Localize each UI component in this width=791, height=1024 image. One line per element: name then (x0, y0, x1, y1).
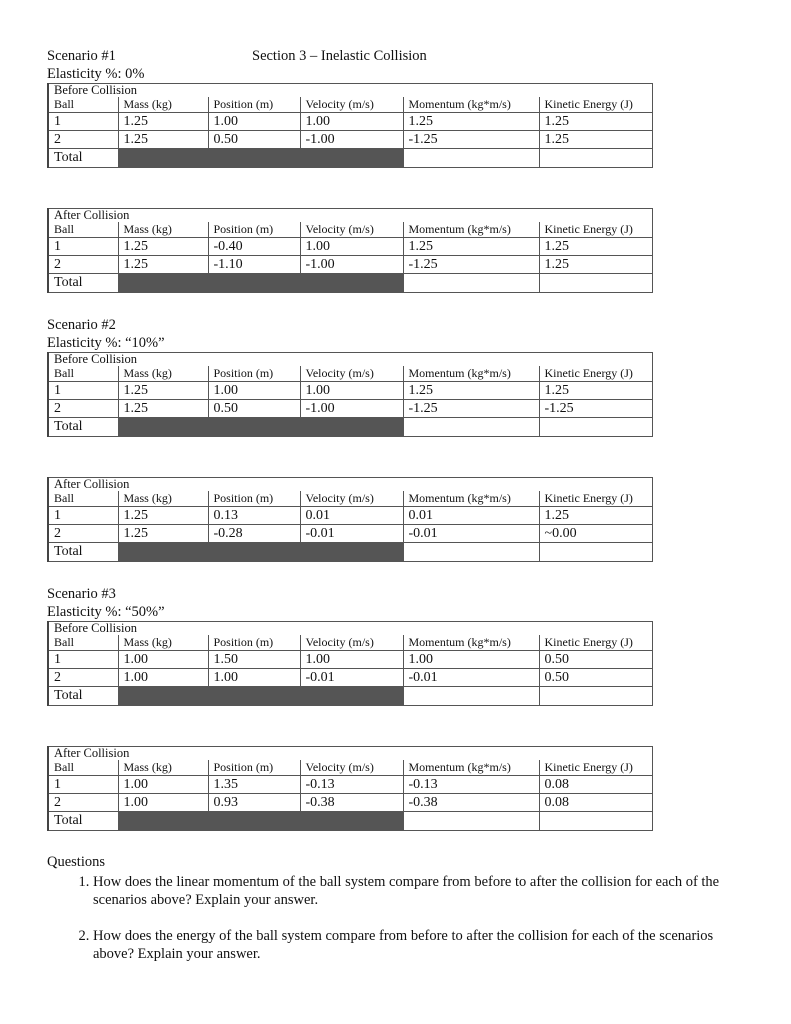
total-label: Total (48, 274, 118, 293)
collision-table (47, 352, 653, 437)
shaded-cell (208, 812, 300, 831)
table-row (48, 794, 652, 812)
table-cell: -0.38 (403, 794, 539, 812)
table-cell: -0.01 (403, 669, 539, 687)
table-header-row (48, 97, 652, 113)
column-header: Kinetic Energy (J) (539, 635, 652, 651)
scenario-1-title: Scenario #1 (47, 48, 116, 64)
table-cell: 2 (48, 400, 118, 418)
column-header: Ball (48, 222, 118, 238)
scenario-2-elasticity: Elasticity %: “10%” (47, 335, 165, 351)
table-cell: 1.00 (403, 651, 539, 669)
table-cell: 0.50 (539, 651, 652, 669)
table-caption-row (48, 209, 652, 223)
column-header: Mass (kg) (118, 491, 208, 507)
table-row (48, 651, 652, 669)
table-cell: 0.50 (208, 131, 300, 149)
collision-table (47, 83, 653, 168)
shaded-cell (118, 149, 208, 168)
table-header-row (48, 491, 652, 507)
column-header: Momentum (kg*m/s) (403, 222, 539, 238)
column-header: Momentum (kg*m/s) (403, 760, 539, 776)
table-caption: After Collision (48, 478, 652, 492)
table-row (48, 669, 652, 687)
table-cell: 1.00 (300, 382, 403, 400)
total-cell (403, 149, 539, 168)
shaded-cell (208, 687, 300, 706)
shaded-cell (300, 812, 403, 831)
shaded-cell (208, 543, 300, 562)
scenario-3-title: Scenario #3 (47, 586, 116, 602)
table-cell: 1.00 (208, 382, 300, 400)
table-caption-row (48, 622, 652, 636)
table-cell: ~0.00 (539, 525, 652, 543)
table-cell: 1.25 (539, 382, 652, 400)
column-header: Mass (kg) (118, 760, 208, 776)
table-cell: 2 (48, 525, 118, 543)
total-row (48, 149, 652, 168)
total-label: Total (48, 812, 118, 831)
table-caption-row (48, 747, 652, 761)
table-cell: 1.25 (539, 113, 652, 131)
table-cell: -0.38 (300, 794, 403, 812)
total-row (48, 687, 652, 706)
table-caption-row (48, 353, 652, 367)
total-label: Total (48, 687, 118, 706)
shaded-cell (300, 274, 403, 293)
table-cell: 2 (48, 256, 118, 274)
shaded-cell (208, 274, 300, 293)
table-cell: 1.00 (118, 651, 208, 669)
questions-section (47, 853, 747, 981)
column-header: Mass (kg) (118, 97, 208, 113)
table-cell: 1.25 (118, 113, 208, 131)
shaded-cell (118, 812, 208, 831)
table-cell: 1.25 (403, 382, 539, 400)
table-cell: 1 (48, 776, 118, 794)
table-cell: 1.25 (118, 256, 208, 274)
table-header-row (48, 366, 652, 382)
questions-list (47, 873, 747, 963)
column-header: Momentum (kg*m/s) (403, 635, 539, 651)
shaded-cell (300, 418, 403, 437)
table-cell: -1.00 (300, 131, 403, 149)
column-header: Kinetic Energy (J) (539, 760, 652, 776)
table-cell: 1 (48, 507, 118, 525)
column-header: Mass (kg) (118, 222, 208, 238)
shaded-cell (118, 418, 208, 437)
table-cell: 1 (48, 382, 118, 400)
total-cell (403, 543, 539, 562)
table-row (48, 507, 652, 525)
shaded-cell (208, 149, 300, 168)
table-row (48, 382, 652, 400)
column-header: Position (m) (208, 760, 300, 776)
table-cell: 1.00 (300, 651, 403, 669)
shaded-cell (208, 418, 300, 437)
column-header: Kinetic Energy (J) (539, 491, 652, 507)
table-cell: -1.25 (403, 131, 539, 149)
table-cell: 1.00 (300, 238, 403, 256)
table-cell: 1.25 (118, 382, 208, 400)
collision-table (47, 746, 653, 831)
collision-table (47, 208, 653, 293)
table-cell: -0.13 (403, 776, 539, 794)
table-cell: 0.08 (539, 776, 652, 794)
question-2: 2. How does the energy of the ball system compare from before to after the collision for each of the scenarios above? Explain your answer. (93, 927, 747, 963)
column-header: Position (m) (208, 97, 300, 113)
section-title: Section 3 – Inelastic Collision (252, 48, 427, 64)
total-row (48, 274, 652, 293)
table-row (48, 256, 652, 274)
table-cell: -1.25 (539, 400, 652, 418)
table-row (48, 525, 652, 543)
table-row (48, 113, 652, 131)
table-cell: -0.01 (300, 669, 403, 687)
table-cell: 1 (48, 113, 118, 131)
table-header-row (48, 760, 652, 776)
table-header-row (48, 222, 652, 238)
table-cell: 1.00 (300, 113, 403, 131)
table-cell: 0.93 (208, 794, 300, 812)
table-row (48, 776, 652, 794)
table-cell: 1.25 (403, 238, 539, 256)
column-header: Ball (48, 366, 118, 382)
total-cell (403, 274, 539, 293)
shaded-cell (300, 687, 403, 706)
table-cell: 1.00 (208, 669, 300, 687)
table-row (48, 238, 652, 256)
total-cell (539, 274, 652, 293)
table-cell: 1.00 (118, 776, 208, 794)
table-cell: 2 (48, 131, 118, 149)
total-cell (539, 687, 652, 706)
table-cell: 1 (48, 651, 118, 669)
column-header: Position (m) (208, 491, 300, 507)
total-row (48, 418, 652, 437)
column-header: Position (m) (208, 366, 300, 382)
total-cell (539, 418, 652, 437)
column-header: Ball (48, 491, 118, 507)
total-cell (539, 543, 652, 562)
column-header: Kinetic Energy (J) (539, 366, 652, 382)
table-cell: 0.50 (539, 669, 652, 687)
total-cell (403, 687, 539, 706)
table-cell: -0.28 (208, 525, 300, 543)
table-cell: -1.10 (208, 256, 300, 274)
column-header: Momentum (kg*m/s) (403, 97, 539, 113)
column-header: Velocity (m/s) (300, 97, 403, 113)
table-cell: 1.25 (539, 256, 652, 274)
total-cell (539, 149, 652, 168)
table-header-row (48, 635, 652, 651)
shaded-cell (118, 274, 208, 293)
table-caption-row (48, 478, 652, 492)
total-cell (403, 812, 539, 831)
table-row (48, 131, 652, 149)
table-cell: 1.25 (118, 525, 208, 543)
table-caption: Before Collision (48, 622, 652, 636)
scenario-3-elasticity: Elasticity %: “50%” (47, 604, 165, 620)
table-cell: -0.01 (300, 525, 403, 543)
total-row (48, 543, 652, 562)
table-cell: -0.13 (300, 776, 403, 794)
column-header: Mass (kg) (118, 635, 208, 651)
questions-heading: Questions (47, 854, 105, 870)
column-header: Ball (48, 97, 118, 113)
column-header: Velocity (m/s) (300, 760, 403, 776)
column-header: Velocity (m/s) (300, 491, 403, 507)
table-caption: Before Collision (48, 353, 652, 367)
column-header: Ball (48, 635, 118, 651)
table-cell: 1.25 (118, 400, 208, 418)
table-caption-row (48, 84, 652, 98)
table-cell: 0.01 (403, 507, 539, 525)
table-cell: 0.01 (300, 507, 403, 525)
table-cell: 1.25 (539, 238, 652, 256)
table-caption: After Collision (48, 747, 652, 761)
table-cell: 1.25 (118, 131, 208, 149)
column-header: Mass (kg) (118, 366, 208, 382)
total-cell (403, 418, 539, 437)
column-header: Kinetic Energy (J) (539, 222, 652, 238)
table-cell: 1.25 (118, 507, 208, 525)
table-cell: 1.25 (539, 507, 652, 525)
table-cell: -0.40 (208, 238, 300, 256)
shaded-cell (118, 687, 208, 706)
total-label: Total (48, 149, 118, 168)
table-cell: -1.25 (403, 256, 539, 274)
shaded-cell (300, 149, 403, 168)
table-cell: -1.00 (300, 256, 403, 274)
column-header: Velocity (m/s) (300, 635, 403, 651)
shaded-cell (300, 543, 403, 562)
table-cell: 1.25 (118, 238, 208, 256)
column-header: Momentum (kg*m/s) (403, 366, 539, 382)
table-cell: 1.35 (208, 776, 300, 794)
table-caption: After Collision (48, 209, 652, 223)
question-1: 1. How does the linear momentum of the ball system compare from before to after the collision for each of the scenarios above? Explain your answer. (93, 873, 747, 909)
column-header: Momentum (kg*m/s) (403, 491, 539, 507)
column-header: Position (m) (208, 222, 300, 238)
table-cell: -1.00 (300, 400, 403, 418)
total-label: Total (48, 418, 118, 437)
collision-table (47, 621, 653, 706)
scenario-1-elasticity: Elasticity %: 0% (47, 66, 145, 82)
table-row (48, 400, 652, 418)
table-cell: 1.50 (208, 651, 300, 669)
table-cell: 2 (48, 794, 118, 812)
total-cell (539, 812, 652, 831)
table-cell: -1.25 (403, 400, 539, 418)
column-header: Position (m) (208, 635, 300, 651)
scenario-2-title: Scenario #2 (47, 317, 116, 333)
table-cell: 1.00 (208, 113, 300, 131)
total-label: Total (48, 543, 118, 562)
table-cell: 0.13 (208, 507, 300, 525)
collision-table (47, 477, 653, 562)
column-header: Kinetic Energy (J) (539, 97, 652, 113)
table-cell: 1.25 (539, 131, 652, 149)
shaded-cell (118, 543, 208, 562)
total-row (48, 812, 652, 831)
table-cell: 1.00 (118, 794, 208, 812)
table-cell: 1.00 (118, 669, 208, 687)
table-cell: 2 (48, 669, 118, 687)
table-cell: -0.01 (403, 525, 539, 543)
column-header: Velocity (m/s) (300, 366, 403, 382)
column-header: Ball (48, 760, 118, 776)
table-cell: 0.50 (208, 400, 300, 418)
table-cell: 1 (48, 238, 118, 256)
table-caption: Before Collision (48, 84, 652, 98)
column-header: Velocity (m/s) (300, 222, 403, 238)
table-cell: 0.08 (539, 794, 652, 812)
table-cell: 1.25 (403, 113, 539, 131)
